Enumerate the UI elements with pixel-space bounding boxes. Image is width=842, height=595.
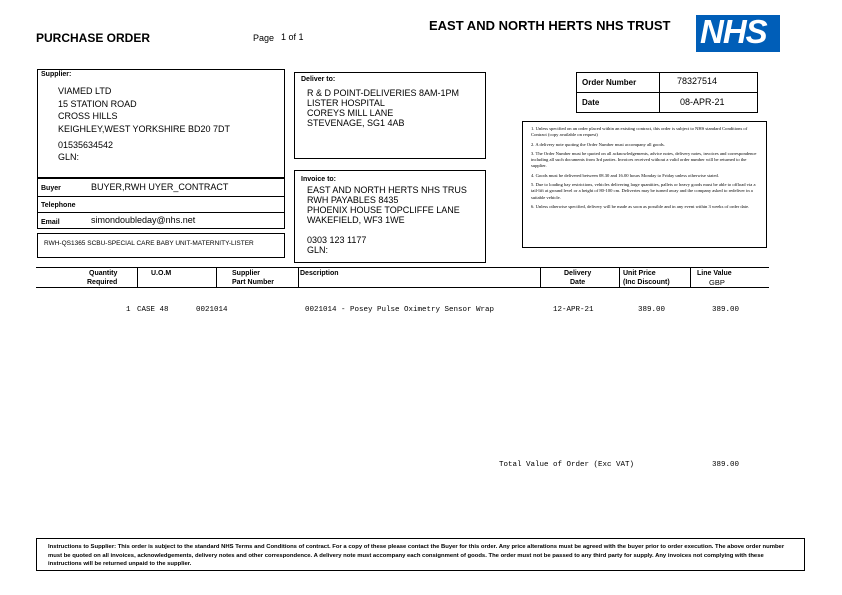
document-title: PURCHASE ORDER — [36, 31, 151, 45]
invoice-to-line: PHOENIX HOUSE TOPCLIFFE LANE — [307, 205, 460, 215]
page-number: 1 of 1 — [281, 32, 304, 42]
footer-instructions — [36, 538, 805, 571]
divider — [298, 267, 299, 288]
total-value: 389.00 — [712, 461, 740, 469]
deliver-to-line: R & D POINT-DELIVERIES 8AM-1PM — [307, 88, 460, 98]
date-value: 08-APR-21 — [680, 97, 725, 107]
term-item: 6. Unless otherwise specified, delivery will be made as soon as possible and in any event within 3 weeks of order date. — [531, 203, 750, 209]
supplier-phone: 01535634542 — [58, 140, 114, 150]
order-number-value: 78327514 — [677, 76, 718, 86]
invoice-to-line: EAST AND NORTH HERTS NHS TRUS — [307, 185, 467, 195]
cell-unit-price: 389.00 — [638, 306, 666, 314]
cell-supplier-part: 0021014 — [196, 306, 228, 314]
cell-description: 0021014 - Posey Pulse Oximetry Sensor Wrap — [305, 306, 495, 314]
term-item: 5. Due to loading bay restrictions, vehicles delivering large quantities, pallets or heavy goods must be able to offload via a tail-lift at ground level or a height of 80-100 cm. Deliveries may be turned away and the company asked to redeliver in a suitable vehicle. — [531, 182, 756, 200]
deliver-to-line: STEVENAGE, SG1 4AB — [307, 118, 405, 128]
reference-box — [37, 233, 285, 258]
col-unit-price-header-sub: (Inc Discount) — [623, 279, 670, 286]
deliver-to-address — [307, 88, 459, 128]
cell-quantity: 1 — [126, 306, 131, 314]
divider — [540, 267, 541, 288]
term-item: 3. The Order Number must be quoted on all acknowledgements, advice notes, delivery notes, invoices and correspondence including all such documents from 3rd parties. Invoices received without a valid order number will be returned to the supplier. — [531, 150, 757, 169]
terms-box — [522, 121, 767, 248]
divider — [690, 267, 691, 288]
col-delivery-date-header: Delivery — [564, 270, 592, 277]
col-uom-header: U.O.M — [151, 270, 172, 277]
email-value: simondoubleday@nhs.net — [91, 215, 196, 225]
buyer-label: Buyer — [41, 185, 61, 192]
term-item: 2. A delivery note quoting the Order Number must accompany all goods. — [531, 141, 665, 147]
invoice-to-phone: 0303 123 1177 — [307, 235, 367, 245]
term-item: 1. Unless specified on an order placed within an existing contract, this order is subject to NHS standard Conditions of Contract (copy available on request) — [531, 126, 748, 138]
divider — [137, 267, 138, 288]
footer-text: Instructions to Supplier: This order is subject to the standard NHS Terms and Conditions of contract. For a copy of these please contact the Buyer for this order. Any price alterations must be agreed with the buyer prior to order execution. The above order number must be quoted on all invoices, acknowledgements, delivery notes and other correspondence. A delivery note must accompany each consignment of goods. The order must not be passed to any third party for supply. Any invoices not complying with these instructions will be returned unpaid to the supplier. — [48, 544, 785, 568]
col-line-value-header-sub: GBP — [709, 278, 725, 287]
nhs-logo — [696, 15, 780, 52]
supplier-address-line: KEIGHLEY,WEST YORKSHIRE BD20 7DT — [58, 123, 231, 134]
deliver-to-line: COREYS MILL LANE — [307, 108, 394, 118]
cell-uom: CASE 48 — [137, 306, 169, 314]
divider — [619, 267, 620, 288]
term-item: 4. Goods must be delivered between 08.30 and 16.00 hours Monday to Friday unless otherwise stated. — [531, 172, 719, 178]
telephone-label: Telephone — [41, 202, 76, 209]
deliver-to-box — [294, 72, 486, 159]
invoice-to-label: Invoice to: — [301, 176, 337, 183]
col-description-header: Description — [300, 270, 339, 277]
date-label: Date — [582, 98, 600, 107]
divider — [577, 92, 757, 93]
invoice-to-address — [307, 185, 467, 225]
order-number-label: Order Number — [582, 78, 637, 87]
buyer-value: BUYER,RWH UYER_CONTRACT — [91, 182, 229, 192]
cell-delivery-date: 12-APR-21 — [553, 306, 594, 314]
supplier-address-line: CROSS HILLS — [58, 111, 118, 121]
divider — [216, 267, 217, 288]
supplier-address-line: 15 STATION ROAD — [58, 98, 137, 109]
header-top-rule — [36, 267, 769, 268]
table-header — [36, 267, 769, 288]
col-quantity-header: Quantity — [89, 270, 118, 277]
buyer-box — [37, 178, 285, 229]
supplier-address — [58, 85, 230, 135]
supplier-gln: GLN: — [58, 152, 80, 162]
trust-name: EAST AND NORTH HERTS NHS TRUST — [429, 18, 671, 33]
col-unit-price-header: Unit Price — [623, 270, 656, 277]
col-supplier-part-header-sub: Part Number — [232, 279, 275, 286]
page-label: Page — [253, 33, 275, 43]
supplier-box — [37, 69, 285, 178]
cell-line-value: 389.00 — [712, 306, 740, 314]
col-supplier-part-header: Supplier — [232, 270, 261, 277]
nhs-logo-text: NHS — [700, 13, 767, 50]
header-bottom-rule — [36, 287, 769, 288]
col-line-value-header: Line Value — [697, 270, 732, 277]
col-delivery-date-header-sub: Date — [570, 279, 586, 286]
col-quantity-header-sub: Required — [87, 279, 118, 286]
invoice-to-gln: GLN: — [307, 245, 329, 255]
order-info-box — [576, 72, 758, 113]
supplier-label: Supplier: — [41, 71, 72, 78]
total-label: Total Value of Order (Exc VAT) — [499, 461, 635, 469]
invoice-to-line: RWH PAYABLES 8435 — [307, 195, 399, 205]
supplier-address-line: VIAMED LTD — [58, 86, 112, 96]
email-label: Email — [41, 219, 60, 226]
divider — [38, 196, 284, 197]
table-row — [36, 306, 769, 318]
invoice-to-line: WAKEFIELD, WF3 1WE — [307, 215, 405, 225]
invoice-to-box — [294, 170, 486, 263]
reference-text: RWH-QS1365 SCBU-SPECIAL CARE BABY UNIT-MATERNITY-LISTER — [44, 240, 254, 247]
deliver-to-label: Deliver to: — [301, 76, 336, 83]
divider — [38, 212, 284, 213]
deliver-to-line: LISTER HOSPITAL — [307, 98, 385, 108]
